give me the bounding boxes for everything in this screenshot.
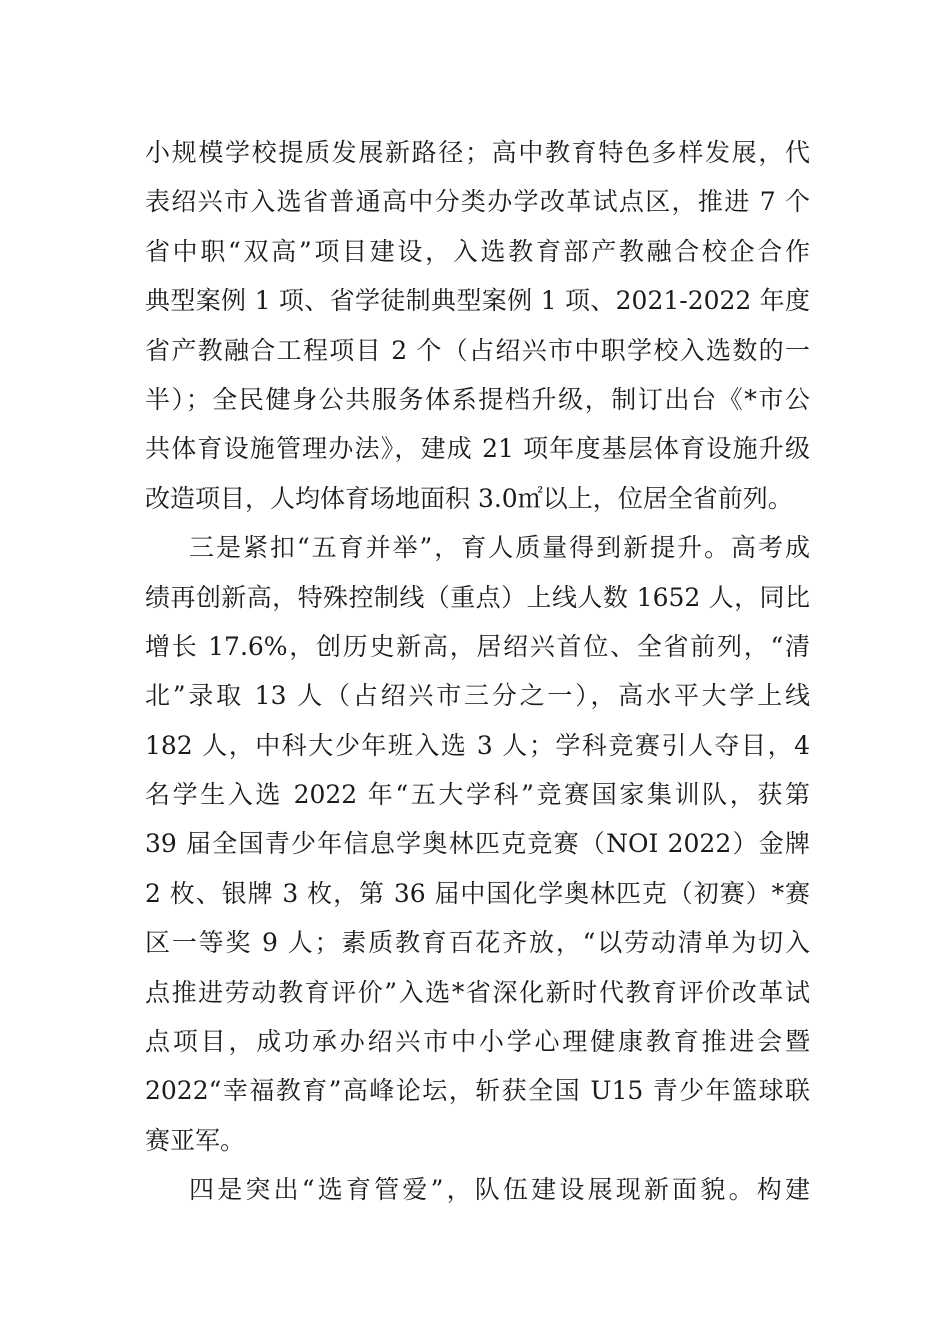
text-line: 名学生入选 2022 年“五大学科”竞赛国家集训队，获第 — [145, 780, 810, 810]
text-line: 增长 17.6%，创历史新高，居绍兴首位、全省前列，“清 — [145, 631, 810, 661]
text-line: 2 枚、银牌 3 枚，第 36 届中国化学奥林匹克（初赛）*赛 — [145, 878, 810, 908]
text-line: 省中职“双高”项目建设，入选教育部产教融合校企合作 — [145, 236, 810, 266]
text-line: 2022“幸福教育”高峰论坛，斩获全国 U15 青少年篮球联 — [145, 1076, 810, 1106]
text-line: 点项目，成功承办绍兴市中小学心理健康教育推进会暨 — [145, 1027, 810, 1057]
paragraph-four — [145, 1165, 810, 1214]
text-line: 北”录取 13 人（占绍兴市三分之一），高水平大学上线 — [145, 681, 810, 711]
text-line: 三是紧扣“五育并举”，育人质量得到新提升。高考成 — [189, 533, 810, 563]
text-line: 省产教融合工程项目 2 个（占绍兴市中职学校入选数的一 — [145, 335, 810, 365]
text-line: 四是突出“选育管爱”，队伍建设展现新面貌。构建 — [189, 1175, 810, 1205]
text-line: 半）；全民健身公共服务体系提档升级，制订出台《*市公 — [145, 384, 810, 414]
document-body — [145, 128, 810, 1215]
paragraph-continuation — [145, 128, 810, 523]
text-line: 区一等奖 9 人；素质教育百花齐放，“以劳动清单为切入 — [145, 928, 810, 958]
text-line: 39 届全国青少年信息学奥林匹克竞赛（NOI 2022）金牌 — [145, 829, 810, 859]
text-line: 改造项目，人均体育场地面积 3.0㎡以上，位居全省前列。 — [145, 483, 793, 513]
text-line: 点推进劳动教育评价”入选*省深化新时代教育评价改革试 — [145, 977, 810, 1007]
text-line: 绩再创新高，特殊控制线（重点）上线人数 1652 人，同比 — [145, 582, 810, 612]
text-line: 赛亚军。 — [145, 1125, 246, 1155]
text-line: 182 人，中科大少年班入选 3 人；学科竞赛引人夺目，4 — [145, 730, 810, 760]
text-line: 典型案例 1 项、省学徒制典型案例 1 项、2021-2022 年度 — [145, 286, 810, 316]
paragraph-three — [145, 523, 810, 1165]
text-line: 小规模学校提质发展新路径；高中教育特色多样发展，代 — [145, 138, 810, 167]
text-line: 共体育设施管理办法》，建成 21 项年度基层体育设施升级 — [145, 434, 810, 464]
text-line: 表绍兴市入选省普通高中分类办学改革试点区，推进 7 个 — [145, 187, 810, 217]
